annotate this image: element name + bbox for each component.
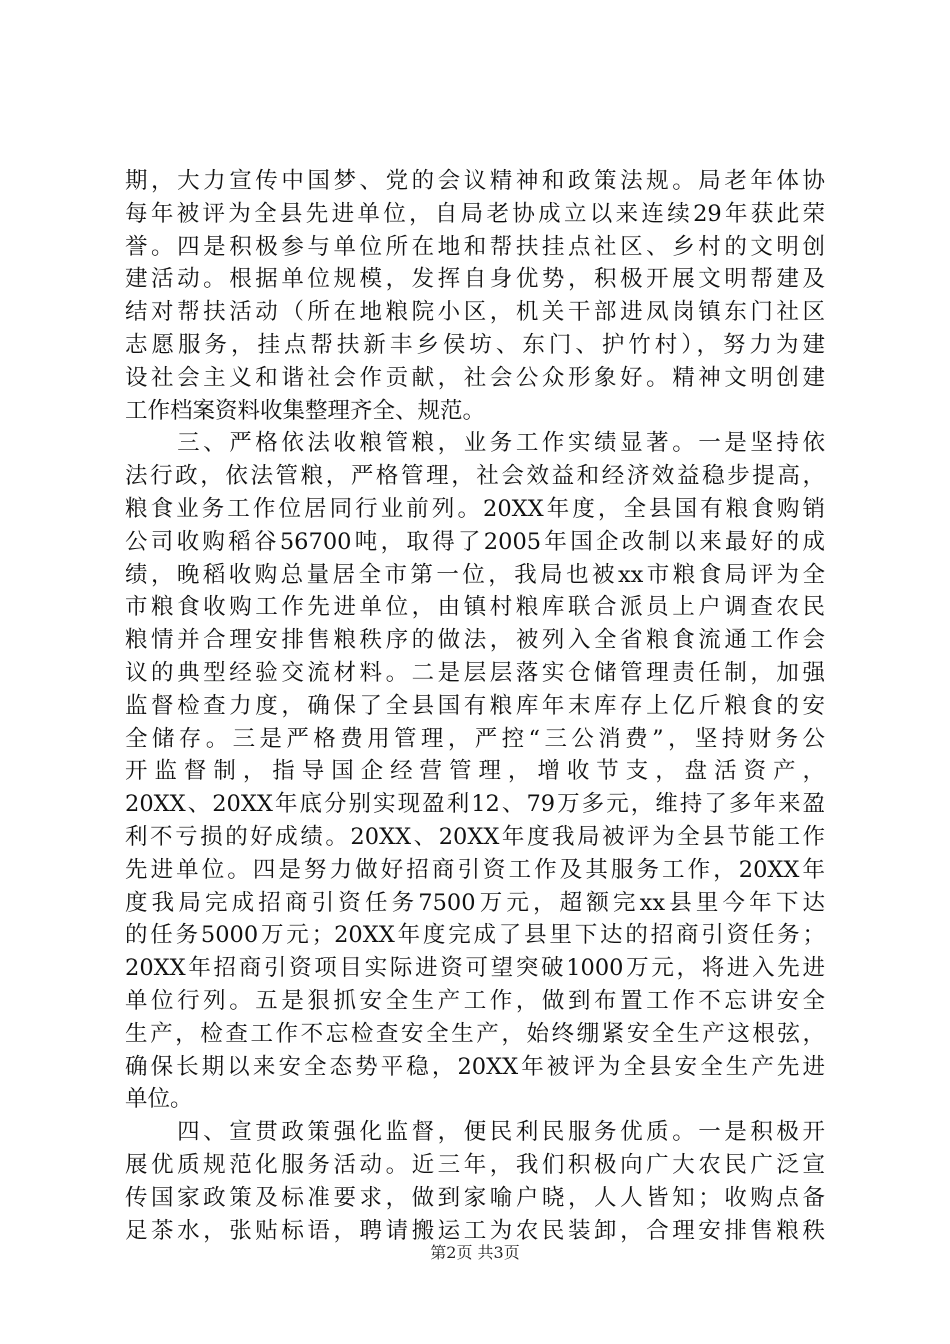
text-line: 法行政，依法管粮，严格管理，社会效益和经济效益稳步提高， xyxy=(125,463,825,490)
text-line: 结对帮扶活动（所在地粮院小区，机关干部进凤岗镇东门社区 xyxy=(125,299,825,326)
text-line: 公司收购稻谷56700吨，取得了2005年国企改制以来最好的成 xyxy=(125,528,825,555)
text-line: 单位行列。五是狠抓安全生产工作，做到布置工作不忘讲安全 xyxy=(125,987,825,1014)
text-line: 建活动。根据单位规模，发挥自身优势，积极开展文明帮建及 xyxy=(125,266,825,293)
text-line: 20XX年招商引资项目实际进资可望突破1000万元，将进入先进 xyxy=(125,955,825,982)
page-footer: 第2页 共3页 xyxy=(430,1243,520,1262)
text-line: 四、宣贯政策强化监督，便民利民服务优质。一是积极开 xyxy=(125,1119,825,1146)
text-line: 的任务5000万元；20XX年度完成了县里下达的招商引资任务； xyxy=(125,922,825,949)
text-line: 期，大力宣传中国梦、党的会议精神和政策法规。局老年体协 xyxy=(125,168,825,194)
text-line: 度我局完成招商引资任务7500万元，超额完xx县里今年下达 xyxy=(125,889,825,916)
text-line: 绩，晚稻收购总量居全市第一位，我局也被xx市粮食局评为全 xyxy=(125,561,825,588)
text-line: 传国家政策及标准要求，做到家喻户晓，人人皆知；收购点备 xyxy=(125,1184,825,1211)
text-line: 工作档案资料收集整理齐全、规范。 xyxy=(125,397,486,424)
text-line: 设社会主义和谐社会作贡献，社会公众形象好。精神文明创建 xyxy=(125,364,825,391)
text-line: 三、严格依法收粮管粮，业务工作实绩显著。一是坚持依 xyxy=(125,430,825,457)
text-line: 足茶水，张贴标语，聘请搬运工为农民装卸，合理安排售粮秩 xyxy=(125,1217,825,1244)
text-line: 确保长期以来安全态势平稳，20XX年被评为全县安全生产先进 xyxy=(125,1053,825,1080)
text-line: 生产，检查工作不忘检查安全生产，始终绷紧安全生产这根弦， xyxy=(125,1020,825,1047)
text-line: 20XX、20XX年底分别实现盈利12、79万多元，维持了多年来盈 xyxy=(125,791,825,818)
text-line: 誉。四是积极参与单位所在地和帮扶挂点社区、乡村的文明创 xyxy=(125,233,825,260)
text-line: 市粮食收购工作先进单位，由镇村粮库联合派员上户调查农民 xyxy=(125,594,825,621)
text-line: 单位。 xyxy=(125,1086,193,1113)
text-line: 粮食业务工作位居同行业前列。20XX年度，全县国有粮食购销 xyxy=(125,495,825,522)
text-line: 先进单位。四是努力做好招商引资工作及其服务工作，20XX年 xyxy=(125,856,825,883)
text-line: 展优质规范化服务活动。近三年，我们积极向广大农民广泛宣 xyxy=(125,1151,825,1178)
text-line: 每年被评为全县先进单位，自局老协成立以来连续29年获此荣 xyxy=(125,200,825,227)
text-line: 议的典型经验交流材料。二是层层落实仓储管理责任制，加强 xyxy=(125,659,825,686)
text-line: 粮情并合理安排售粮秩序的做法，被列入全省粮食流通工作会 xyxy=(125,627,825,654)
text-line: 监督检查力度，确保了全县国有粮库年末库存上亿斤粮食的安 xyxy=(125,692,825,719)
text-line: 全储存。三是严格费用管理，严控“三公消费”，坚持财务公 xyxy=(125,725,825,752)
body-text xyxy=(125,165,825,1247)
text-line: 利不亏损的好成绩。20XX、20XX年度我局被评为全县节能工作 xyxy=(125,823,825,850)
text-line: 志愿服务，挂点帮扶新丰乡侯坊、东门、护竹村），努力为建 xyxy=(125,331,825,358)
text-line: 开监督制，指导国企经营管理，增收节支，盘活资产， xyxy=(125,758,825,785)
